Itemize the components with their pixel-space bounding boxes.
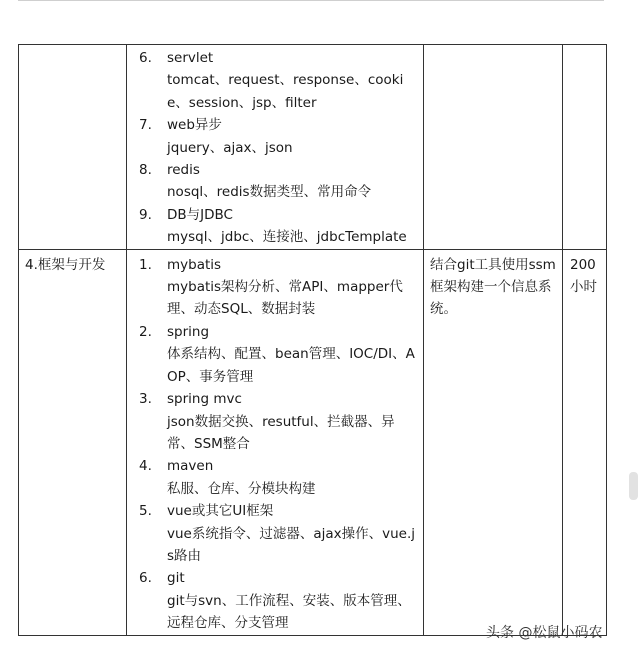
list-item bbox=[127, 321, 423, 343]
item-title: web异步 bbox=[167, 117, 222, 134]
project-description: 结合git工具使用ssm框架构建一个信息系统。 bbox=[430, 256, 556, 318]
source-watermark: 头条 @松鼠小码农 bbox=[486, 625, 603, 641]
list-item bbox=[127, 159, 423, 181]
list-item bbox=[127, 204, 423, 226]
table-row bbox=[19, 249, 607, 635]
page-top-border bbox=[18, 0, 604, 1]
item-detail: git与svn、工作流程、安装、版本管理、远程仓库、分支管理 bbox=[167, 592, 411, 632]
item-detail: json数据交换、resutful、拦截器、异常、SSM整合 bbox=[167, 413, 395, 452]
item-number: 1. bbox=[139, 256, 152, 273]
item-detail: 体系结构、配置、bean管理、IOC/DI、AOP、事务管理 bbox=[167, 346, 415, 385]
list-item bbox=[127, 567, 423, 589]
content-cell bbox=[127, 45, 424, 250]
item-title: redis bbox=[167, 162, 200, 179]
item-title: spring mvc bbox=[167, 391, 242, 408]
item-title: git bbox=[167, 570, 185, 587]
item-detail: nosql、redis数据类型、常用命令 bbox=[167, 184, 372, 201]
hours-cell bbox=[563, 249, 607, 635]
item-title: DB与JDBC bbox=[167, 206, 233, 223]
item-number: 3. bbox=[139, 391, 152, 408]
item-number: 7. bbox=[139, 117, 152, 134]
description-cell bbox=[424, 45, 563, 250]
item-number: 6. bbox=[139, 50, 152, 66]
list-item bbox=[127, 47, 423, 69]
hours-value: 200小时 bbox=[570, 256, 597, 296]
section-title: 4.框架与开发 bbox=[25, 256, 106, 273]
item-detail: jquery、ajax、json bbox=[167, 139, 293, 156]
hours-cell bbox=[563, 45, 607, 250]
section-cell bbox=[19, 249, 127, 635]
table-row bbox=[19, 45, 607, 250]
list-item bbox=[127, 455, 423, 477]
scroll-handle[interactable] bbox=[629, 472, 638, 500]
item-title: mybatis bbox=[167, 256, 222, 273]
list-item bbox=[127, 114, 423, 136]
item-detail: mysql、jdbc、连接池、jdbcTemplate bbox=[167, 229, 407, 246]
item-title: spring bbox=[167, 323, 210, 340]
item-title: maven bbox=[167, 458, 214, 475]
item-detail: tomcat、request、response、cookie、session、jsp、filter bbox=[167, 72, 404, 111]
item-number: 2. bbox=[139, 323, 152, 340]
list-item bbox=[127, 254, 423, 276]
item-detail: vue系统指令、过滤器、ajax操作、vue.js路由 bbox=[167, 525, 416, 564]
list-item bbox=[127, 388, 423, 410]
item-number: 9. bbox=[139, 206, 152, 223]
item-number: 8. bbox=[139, 162, 152, 179]
item-title: vue或其它UI框架 bbox=[167, 503, 274, 520]
item-detail: 私服、仓库、分模块构建 bbox=[167, 480, 316, 497]
description-cell bbox=[424, 249, 563, 635]
item-detail: mybatis架构分析、常API、mapper代理、动态SQL、数据封装 bbox=[167, 279, 403, 318]
item-number: 6. bbox=[139, 570, 152, 587]
section-cell bbox=[19, 45, 127, 250]
list-item bbox=[127, 500, 423, 522]
content-cell bbox=[127, 249, 424, 635]
item-title: servlet bbox=[167, 50, 214, 66]
item-number: 4. bbox=[139, 458, 152, 475]
curriculum-table bbox=[18, 44, 607, 636]
item-number: 5. bbox=[139, 503, 152, 520]
